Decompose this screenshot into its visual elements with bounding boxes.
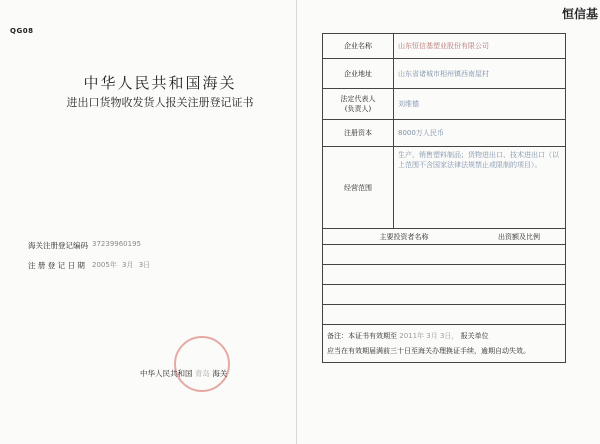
registration-date-value: 2005年 3月 3日 [92, 261, 151, 269]
legal-rep-label [323, 89, 394, 120]
table-row [323, 34, 566, 59]
capital-label: 注册资本 [323, 120, 394, 147]
legal-rep-label-line2: (负责人) [344, 105, 372, 113]
investor-row-empty [323, 305, 566, 325]
note-suffix: 报关单位 [460, 331, 489, 340]
table-row [323, 325, 566, 363]
investors-header-cell [323, 229, 566, 245]
investor-row-empty [323, 265, 566, 285]
registration-code-value: 37239960195 [92, 240, 141, 248]
table-row [323, 305, 566, 325]
issuer-suffix: 海关 [212, 369, 228, 378]
certificate-title: 中华人民共和国海关 [83, 74, 237, 92]
table-row [323, 265, 566, 285]
table-row [323, 245, 566, 265]
address-value: 山东省诸城市相州镇西南屋村 [394, 59, 566, 89]
note-prefix: 备注：本证书有效期至 [327, 331, 397, 340]
capital-value: 8000万人民币 [394, 120, 566, 147]
legal-rep-label-line1: 法定代表人 [340, 95, 376, 103]
table-row [323, 120, 566, 147]
registration-date-label: 注 册 登 记 日 期 [28, 261, 85, 270]
registration-code-label: 海关注册登记编码 [28, 241, 88, 250]
legal-rep-value: 刘维德 [394, 89, 566, 120]
investor-row-empty [323, 245, 566, 265]
address-label: 企业地址 [323, 59, 394, 89]
business-scope-value: 生产、销售塑料制品；货物进出口、技术进出口（以上范围不含国家法律法规禁止或限制的项目）。 [394, 147, 566, 229]
investor-row-empty [323, 285, 566, 305]
page-fold [296, 0, 297, 444]
business-scope-label: 经营范围 [323, 147, 394, 229]
validity-note [323, 325, 566, 363]
customs-seal [174, 336, 230, 392]
issuer-stamp-text: 青岛 [194, 369, 210, 378]
contribution-header: 出资额及比例 [498, 232, 540, 241]
note-expiry-date: 2011年 3月 3日， [399, 331, 459, 340]
form-code: QG08 [10, 27, 34, 35]
table-header-row [323, 229, 566, 245]
table-row [323, 89, 566, 120]
investor-name-header: 主要投资者名称 [379, 232, 429, 241]
table-row [323, 147, 566, 229]
table-row [323, 285, 566, 305]
company-name-value: 山东恒信基塑业股份有限公司 [394, 34, 566, 59]
note-line2: 应当在有效期届满前三十日至海关办理换证手续，逾期自动失效。 [327, 346, 530, 355]
company-name-label: 企业名称 [323, 34, 394, 59]
corner-text: 恒信基 [561, 7, 598, 21]
enterprise-info-table [322, 33, 566, 363]
certificate-subtitle: 进出口货物收发货人报关注册登记证书 [66, 96, 254, 109]
table-row [323, 59, 566, 89]
issuing-authority [140, 368, 227, 379]
issuer-prefix: 中华人民共和国 [140, 369, 193, 378]
